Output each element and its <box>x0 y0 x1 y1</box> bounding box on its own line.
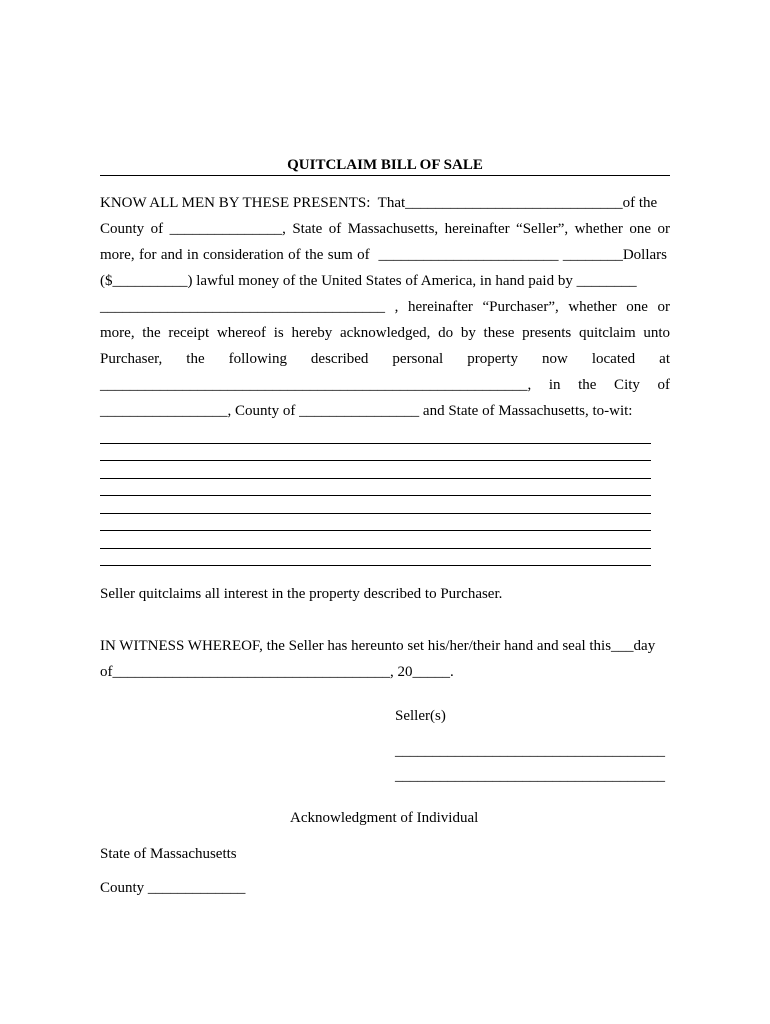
description-blank-line <box>100 478 651 479</box>
description-blank-line <box>100 548 651 549</box>
quitclaim-statement: Seller quitclaims all interest in the property described to Purchaser. <box>100 586 503 602</box>
body-line: Purchaser, the following described personal property now located at <box>100 351 670 367</box>
seller-signature-line: ____________________________________ <box>395 743 665 759</box>
witness-line: IN WITNESS WHEREOF, the Seller has hereunto set his/her/their hand and seal this___day <box>100 638 656 654</box>
description-blank-line <box>100 443 651 444</box>
description-blank-line <box>100 565 651 566</box>
description-blank-line <box>100 460 651 461</box>
body-line: more, for and in consideration of the sum of ________________________ ________Dollars <box>100 247 667 263</box>
body-line: ______________________________________ , hereinafter “Purchaser”, whether one or <box>100 299 670 315</box>
body-line: County of _______________, State of Massachusetts, hereinafter “Seller”, whether one or <box>100 221 670 237</box>
body-line: KNOW ALL MEN BY THESE PRESENTS: That_____________________________of the <box>100 195 658 211</box>
description-blank-line <box>100 530 651 531</box>
seller-label: Seller(s) <box>395 708 446 724</box>
description-blank-line <box>100 495 651 496</box>
acknowledgment-heading: Acknowledgment of Individual <box>290 810 479 826</box>
body-line: _________________, County of ________________ and State of Massachusetts, to-wit: <box>100 403 633 419</box>
body-line: ($__________) lawful money of the United States of America, in hand paid by ________ <box>100 273 637 289</box>
state-line: State of Massachusetts <box>100 846 237 862</box>
description-blank-line <box>100 513 651 514</box>
seller-signature-line: ____________________________________ <box>395 768 665 784</box>
county-line: County _____________ <box>100 880 246 896</box>
body-line: _________________________________________________________, in the City of <box>100 377 670 393</box>
title-underline <box>100 175 670 176</box>
body-line: more, the receipt whereof is hereby acknowledged, do by these presents quitclaim unto <box>100 325 670 341</box>
document-title: QUITCLAIM BILL OF SALE <box>287 157 483 173</box>
witness-line: of_____________________________________, 20_____. <box>100 664 454 680</box>
